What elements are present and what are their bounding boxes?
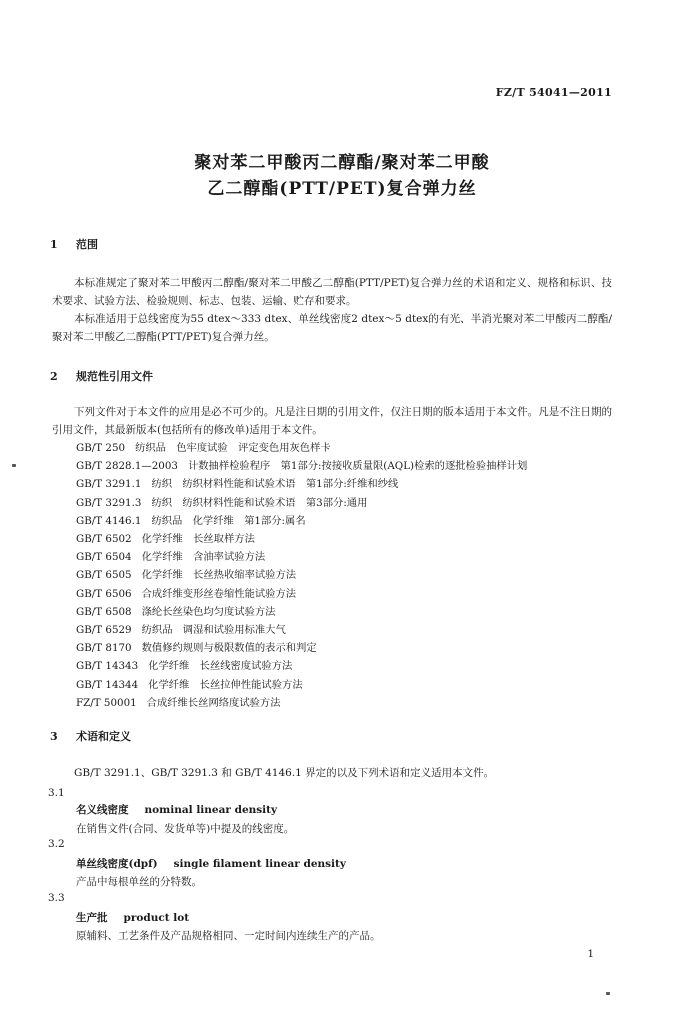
section-3-heading: 3 术语和定义 (50, 730, 131, 743)
section-1-paragraph-1: 本标准规定了聚对苯二甲酸丙二醇酯/聚对苯二甲酸乙二醇酯(PTT/PET)复合弹力丝的术语和定义、规格和标识、技术要求、试验方法、检验规则、标志、包装、运输、贮存和要求。 (52, 277, 612, 307)
term-3-3: 生产批 product lot (76, 912, 190, 924)
reference-title: 纺织品 化学纤维 第1部分:属名 (151, 514, 306, 527)
section-1-paragraph-2: 本标准适用于总线密度为55 dtex～333 dtex、单丝线密度2 dtex～5 dtex的有光、半消光聚对苯二甲酸丙二醇酯/聚对苯二甲酸乙二醇酯(PTT/PET)复合弹力丝。 (52, 313, 612, 343)
reference-code: GB/T 6504 (76, 551, 132, 564)
reference-code: GB/T 6505 (76, 569, 132, 582)
term-3-2: 单丝线密度(dpf) single filament linear density (76, 858, 346, 870)
term-3-1-number: 3.1 (48, 787, 65, 799)
reference-code: GB/T 14343 (76, 660, 139, 673)
reference-title: 纺织品 色牢度试验 评定变色用灰色样卡 (135, 442, 331, 454)
reference-item (76, 548, 265, 563)
reference-title: 纺织品 调湿和试验用标准大气 (141, 624, 286, 636)
term-3-3-definition: 原辅料、工艺条件及产品规格相同、一定时间内连续生产的产品。 (76, 930, 381, 942)
scan-speck (606, 992, 610, 995)
page-number: 1 (587, 948, 594, 960)
reference-code: FZ/T 50001 (76, 696, 137, 709)
section-3-intro: GB/T 3291.1、GB/T 3291.3 和 GB/T 4146.1 界定的以及下列术语和定义适用本文件。 (74, 767, 495, 779)
reference-title: 计数抽样检验程序 第1部分:按接收质量限(AQL)检索的逐批检验抽样计划 (187, 460, 528, 473)
reference-item (76, 566, 296, 581)
reference-title: 化学纤维 长丝取样方法 (141, 533, 255, 545)
reference-item (76, 530, 255, 545)
reference-item (76, 621, 286, 636)
reference-code: GB/T 3291.1 (76, 478, 142, 491)
term-3-3-number: 3.3 (48, 892, 65, 904)
reference-code: GB/T 6529 (76, 624, 132, 636)
reference-item (76, 676, 303, 691)
reference-title: 纺织 纺织材料性能和试验术语 第1部分:纤维和纱线 (151, 478, 399, 491)
reference-code: GB/T 8170 (76, 642, 132, 655)
reference-code: GB/T 6508 (76, 605, 132, 618)
reference-item (76, 694, 281, 709)
title-line-1: 聚对苯二甲酸丙二醇酯/聚对苯二甲酸 (194, 153, 490, 173)
reference-code: GB/T 4146.1 (76, 514, 142, 527)
scan-speck (12, 464, 16, 467)
reference-item (76, 457, 527, 472)
reference-item (76, 585, 296, 600)
reference-code: GB/T 6502 (76, 533, 132, 545)
reference-item (76, 475, 398, 490)
reference-item (76, 439, 331, 454)
section-2-heading: 2 规范性引用文件 (50, 370, 153, 383)
reference-title: 涤纶长丝染色均匀度试验方法 (141, 605, 276, 618)
term-3-1-definition: 在销售文件(合同、发货单等)中提及的线密度。 (76, 823, 295, 835)
reference-code: GB/T 3291.3 (76, 496, 142, 509)
title-line-2: 乙二醇酯(PTT/PET)复合弹力丝 (207, 179, 477, 199)
reference-item (76, 639, 317, 654)
section-1-heading: 1 范围 (50, 238, 98, 251)
reference-item (76, 657, 292, 672)
reference-code: GB/T 6506 (76, 587, 132, 600)
reference-title: 化学纤维 长丝线密度试验方法 (148, 660, 293, 673)
reference-code: GB/T 14344 (76, 678, 139, 691)
reference-title: 合成纤维长丝网络度试验方法 (146, 696, 281, 709)
reference-title: 纺织 纺织材料性能和试验术语 第3部分:通用 (151, 496, 368, 509)
term-3-1: 名义线密度 nominal linear density (76, 804, 278, 816)
reference-item (76, 494, 367, 509)
reference-title: 化学纤维 长丝拉伸性能试验方法 (148, 678, 303, 691)
term-3-2-definition: 产品中每根单丝的分特数。 (76, 876, 202, 888)
reference-title: 合成纤维变形丝卷缩性能试验方法 (141, 587, 297, 600)
reference-title: 数值修约规则与极限数值的表示和判定 (141, 642, 317, 655)
section-2-intro: 下列文件对于本文件的应用是必不可少的。凡是注日期的引用文件，仅注日期的版本适用于本文件。凡是不注日期的引用文件，其最新版本(包括所有的修改单)适用于本文件。 (52, 406, 612, 436)
reference-item (76, 512, 306, 527)
reference-code: GB/T 2828.1—2003 (76, 460, 178, 473)
reference-code: GB/T 250 (76, 442, 126, 454)
reference-title: 化学纤维 长丝热收缩率试验方法 (141, 569, 297, 582)
term-3-2-number: 3.2 (48, 838, 65, 850)
reference-item (76, 603, 275, 618)
reference-title: 化学纤维 含油率试验方法 (141, 551, 266, 564)
standard-number: FZ/T 54041—2011 (495, 86, 612, 99)
